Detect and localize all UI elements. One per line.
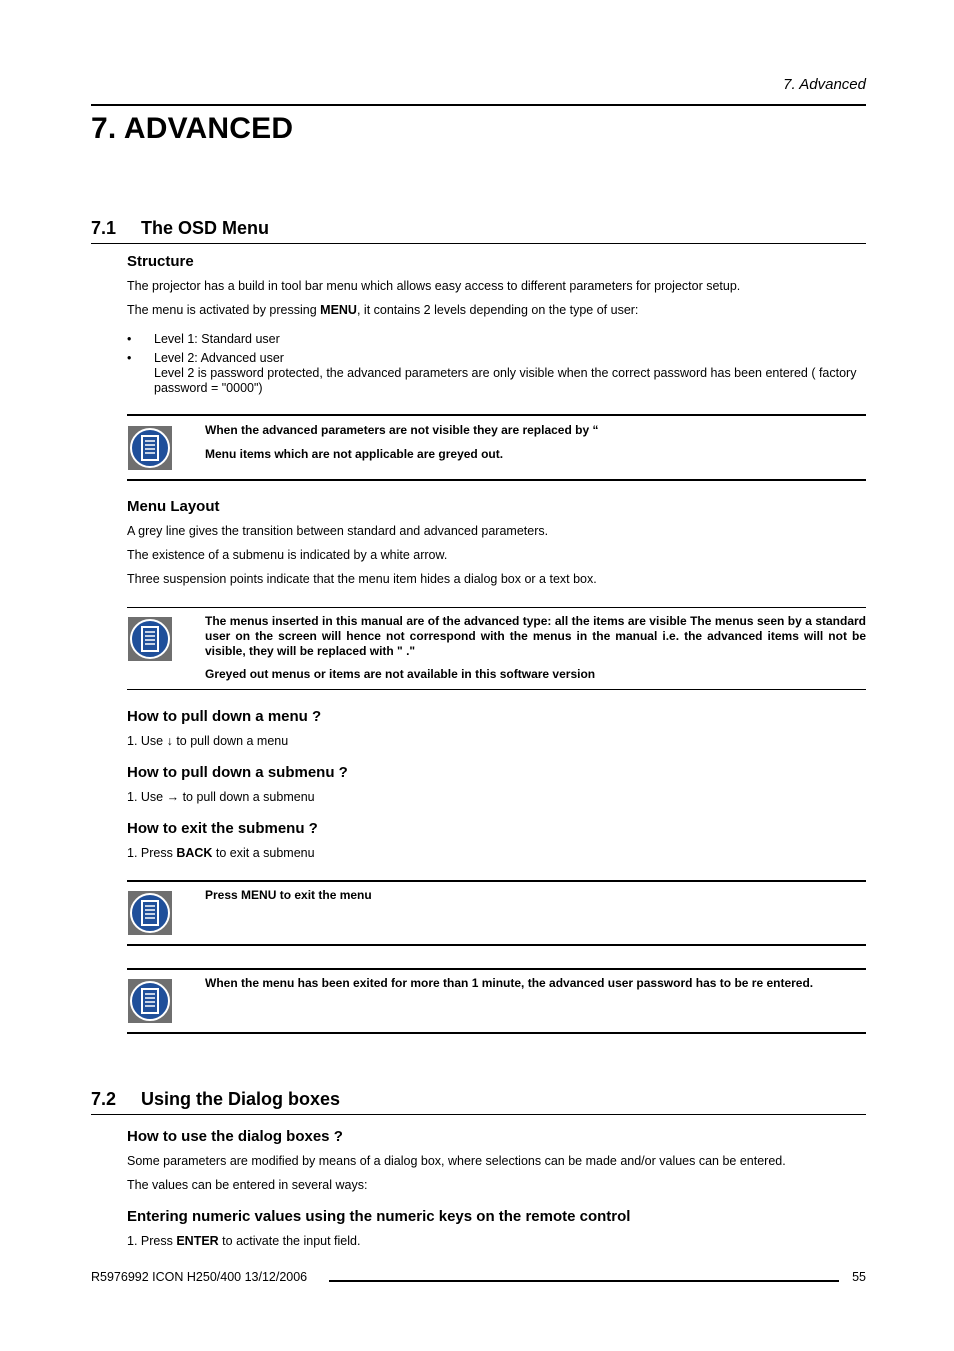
note-rule-top — [127, 607, 866, 608]
note-document-icon — [128, 979, 172, 1023]
footer-doc-info: R5976992 ICON H250/400 13/12/2006 — [91, 1270, 308, 1284]
note-text: The menus inserted in this manual are of the advanced type: all the items are visible The menus seen by a standard user on the screen will hence not correspond with the menus in the manual i.e. the advanced items will not be visible, they will be replaced with " ." — [205, 614, 866, 658]
section-rule — [91, 1114, 866, 1115]
note-text: When the menu has been exited for more than 1 minute, the advanced user password has to be re entered. — [205, 976, 814, 990]
note-text: Press MENU to exit the menu — [205, 888, 372, 902]
footer-rule — [329, 1280, 839, 1282]
section-title: The OSD Menu — [141, 218, 270, 238]
list-item-level2: Level 2: Advanced user — [154, 351, 284, 365]
note-document-icon — [128, 891, 172, 935]
subheading-pull-submenu: How to pull down a submenu ? — [127, 764, 348, 781]
running-header: 7. Advanced — [783, 76, 866, 93]
note-text: Greyed out menus or items are not available in this software version — [205, 667, 596, 681]
subheading-menu-layout: Menu Layout — [127, 498, 220, 515]
subheading-pull-menu: How to pull down a menu ? — [127, 708, 322, 725]
page-number: 55 — [852, 1270, 866, 1284]
chapter-title: 7. ADVANCED — [91, 112, 294, 145]
section-number: 7.1 — [91, 218, 117, 238]
text-span: 1. Press — [127, 1234, 177, 1248]
subheading-structure: Structure — [127, 253, 194, 270]
note-text: Menu items which are not applicable are greyed out. — [205, 447, 504, 461]
paragraph: The existence of a submenu is indicated by a white arrow. — [127, 548, 448, 562]
note-rule-bottom — [127, 1032, 866, 1034]
note-document-icon — [128, 617, 172, 661]
text-span: to activate the input field. — [218, 1234, 361, 1248]
paragraph: The projector has a build in tool bar menu which allows easy access to different parameters for projector setup. — [127, 279, 741, 293]
step — [127, 1234, 867, 1249]
step: 1. Use ↓ to pull down a menu — [127, 734, 289, 748]
bullet-marker: • — [127, 332, 132, 346]
text-span: to exit a submenu — [212, 846, 315, 860]
list-item-level1: Level 1: Standard user — [154, 332, 280, 346]
list-item-level2-note: Level 2 is password protected, the advanced parameters are only visible when the correct password has been entered ( factory password = "0000") — [154, 366, 857, 395]
enter-key-label: ENTER — [176, 1234, 219, 1248]
note-rule-top — [127, 968, 866, 970]
step: 1. Use → to pull down a submenu — [127, 790, 315, 804]
step — [127, 846, 867, 861]
note-text: When the advanced parameters are not visible they are replaced by “ — [205, 423, 599, 437]
text-span: , it contains 2 levels depending on the type of user: — [356, 303, 639, 317]
header-rule — [91, 104, 866, 106]
menu-key-label: MENU — [320, 303, 357, 317]
section-number: 7.2 — [91, 1089, 117, 1109]
section-heading-7-1 — [91, 218, 269, 239]
section-title: Using the Dialog boxes — [141, 1089, 341, 1109]
note-rule-top — [127, 880, 866, 882]
paragraph: A grey line gives the transition between standard and advanced parameters. — [127, 524, 549, 538]
paragraph: The values can be entered in several ways: — [127, 1178, 368, 1192]
note-document-icon — [128, 426, 172, 470]
bullet-marker: • — [127, 351, 132, 365]
paragraph: Three suspension points indicate that the menu item hides a dialog box or a text box. — [127, 572, 597, 586]
back-key-label: BACK — [176, 846, 213, 860]
section-rule — [91, 243, 866, 244]
text-span: 1. Press — [127, 846, 177, 860]
note-rule-bottom — [127, 479, 866, 481]
paragraph: Some parameters are modified by means of a dialog box, where selections can be made and/or values can be entered. — [127, 1154, 786, 1168]
subheading-use-dialog: How to use the dialog boxes ? — [127, 1128, 343, 1145]
section-heading-7-2 — [91, 1089, 340, 1110]
subheading-numeric: Entering numeric values using the numeric keys on the remote control — [127, 1208, 631, 1225]
paragraph-menu-activation — [127, 303, 867, 318]
note-rule-bottom — [127, 689, 866, 690]
text-span: The menu is activated by pressing — [127, 303, 321, 317]
subheading-exit-submenu: How to exit the submenu ? — [127, 820, 318, 837]
note-rule-bottom — [127, 944, 866, 946]
note-rule-top — [127, 414, 866, 416]
